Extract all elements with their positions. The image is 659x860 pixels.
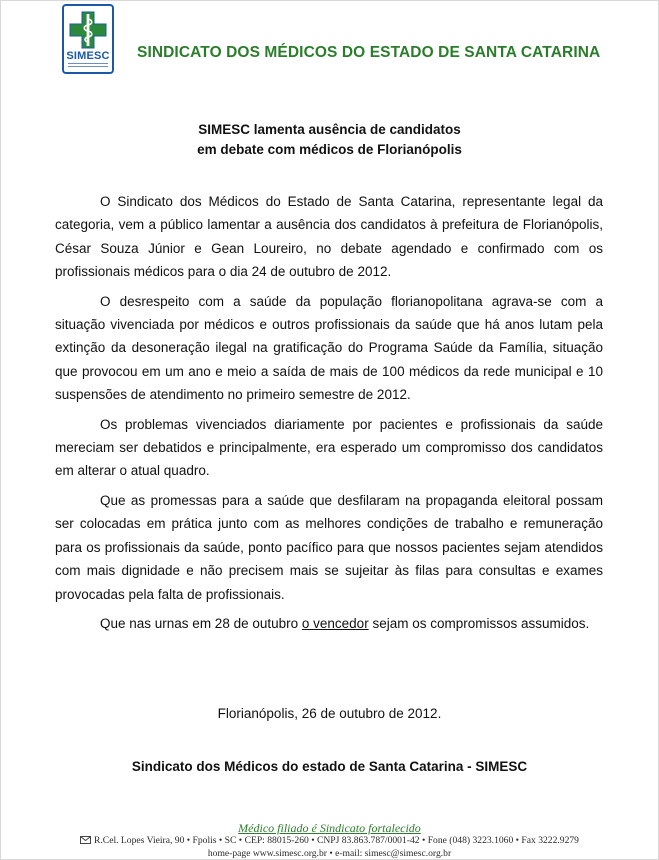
- footer-web-contact: home-page www.simesc.org.br • e-mail: simesc@simesc.org.br: [207, 848, 452, 859]
- paragraph-4: Que as promessas para a saúde que desfilaram na propaganda eleitoral possam ser colocadas em prática junto com as melhores condições de trabalho e remuneração para os profissionais da saúde, ponto pacífico para que nossos pacientes sejam atendidos com mais dignidade e não precisem mais se sujeitar às filas para consultas e exames provocadas pela falta de profissionais.: [55, 492, 603, 602]
- footer-motto: Médico filiado é Sindicato fortalecido: [238, 821, 421, 835]
- paragraph-1: O Sindicato dos Médicos do Estado de Santa Catarina, representante legal da categoria, vem a público lamentar a ausência dos candidatos à prefeitura de Florianópolis, César Souza Júnior e Gean Loureiro, no debate agendado e confirmado com os profissionais médicos para o dia 24 de outubro de 2012.: [55, 194, 603, 280]
- paragraph-5-end: sejam os compromissos assumidos.: [368, 615, 590, 631]
- signature: Sindicato dos Médicos do estado de Santa Catarina - SIMESC: [131, 759, 528, 774]
- simesc-logo: [62, 4, 114, 74]
- paragraph-5-start: Que nas urnas em 28 de outubro: [100, 615, 302, 631]
- place-and-date: Florianópolis, 26 de outubro de 2012.: [217, 706, 442, 721]
- article-body: [55, 190, 603, 635]
- envelope-icon: [80, 836, 91, 844]
- headline: [0, 120, 659, 160]
- paragraph-2: O desrespeito com a saúde da população florianopolitana agrava-se com a situação vivenciada por médicos e outros profissionais da saúde que há anos lutam pela extinção da desoneração ilegal na gratificação do Programa Saúde da Família, situação que provocou em um ano e meio a saída de mais de 100 médicos da rede municipal e 10 suspensões de atendimento no primeiro semestre de 2012.: [55, 293, 603, 403]
- underlined-phrase: o vencedor: [301, 615, 369, 631]
- medical-cross-icon: [69, 11, 107, 49]
- footer-address-text: R.Cel. Lopes Vieira, 90 • Fpolis • SC • CEP: 88015-260 • CNPJ 83.863.787/0001-42 • Fone (048) 3223.1060 • Fax 3222.9279: [94, 835, 579, 846]
- paragraph-3: Os problemas vivenciados diariamente por pacientes e profissionais da saúde mereciam ser debatidos e principalmente, era esperado um compromisso dos candidatos em alterar o atual quadro.: [55, 416, 603, 479]
- logo-subtitle-lines: [68, 63, 108, 70]
- paragraph-5: [55, 612, 603, 635]
- headline-line-2: em debate com médicos de Florianópolis: [197, 142, 462, 157]
- logo-text: SIMESC: [66, 50, 110, 62]
- organization-title: SINDICATO DOS MÉDICOS DO ESTADO DE SANTA CATARINA: [137, 44, 601, 61]
- headline-line-1: SIMESC lamenta ausência de candidatos: [198, 122, 461, 137]
- footer-address: [0, 835, 659, 846]
